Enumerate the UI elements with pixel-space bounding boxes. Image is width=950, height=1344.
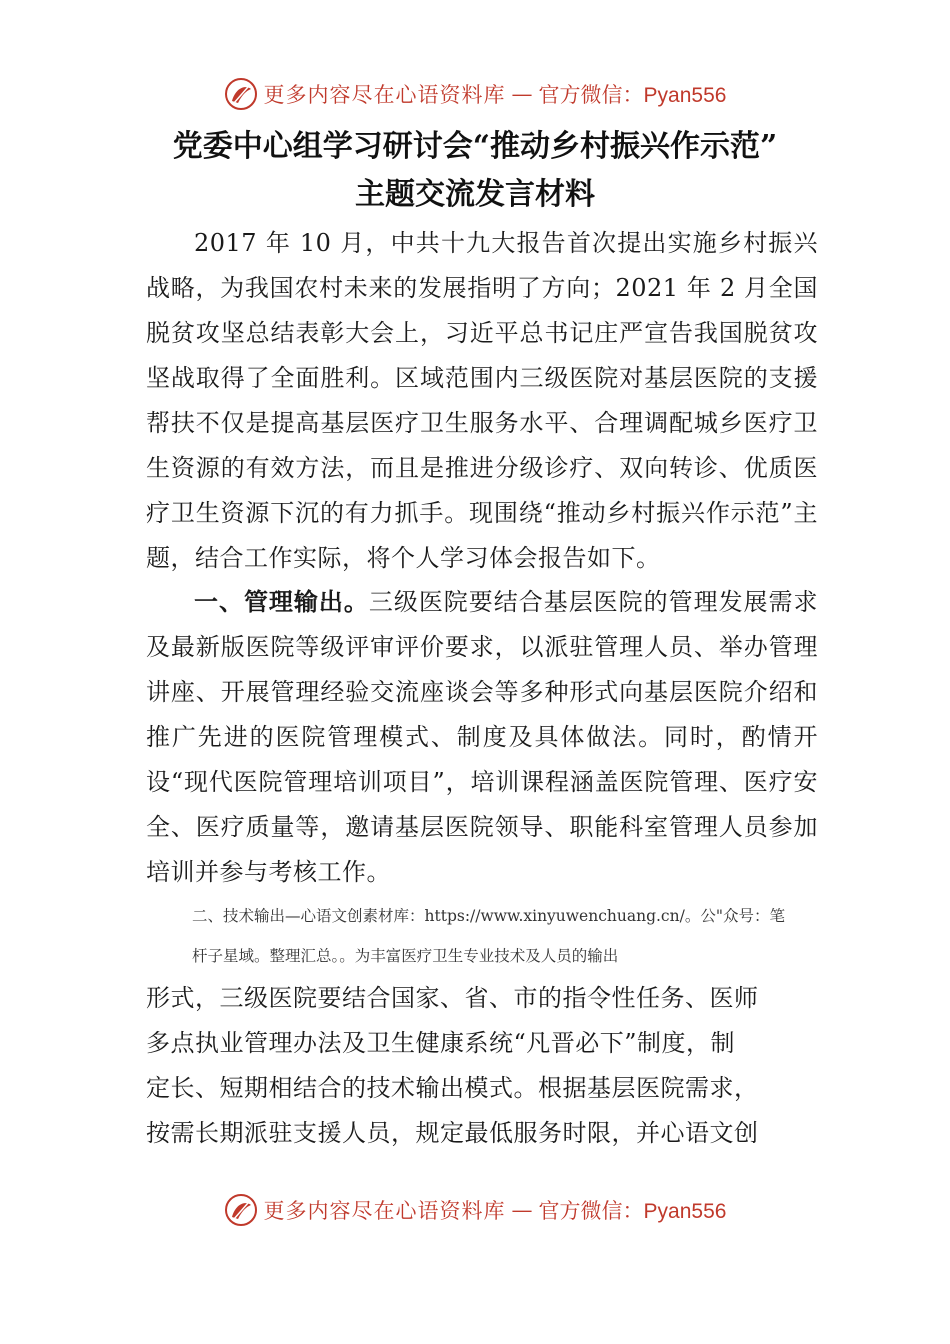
section2-line: 多点执业管理办法及卫生健康系统“凡晋必下”制度，制	[146, 1029, 736, 1057]
section1-paragraph	[146, 580, 818, 895]
brand-logo-icon	[224, 1193, 258, 1227]
banner-separator: —	[511, 1198, 533, 1222]
banner-text: 更多内容尽在心语资料库	[263, 1199, 506, 1223]
section2-line: 定长、短期相结合的技术输出模式。根据基层医院需求，	[146, 1074, 759, 1102]
banner-wechat: 官方微信：Pyan556	[538, 1200, 727, 1223]
note-line-1: 二、技术输出—心语文创素材库：https://www.xinyuwenchuang.cn/。公"众号：笔	[192, 907, 785, 925]
section1-heading: 一、管理输出。	[194, 588, 369, 616]
banner-separator: —	[511, 82, 533, 106]
banner-wechat: 官方微信：Pyan556	[538, 84, 727, 107]
section2-paragraph	[146, 976, 806, 1156]
header-banner	[0, 74, 950, 114]
footer-banner	[0, 1190, 950, 1230]
section2-line: 按需长期派驻支援人员，规定最低服务时限，并心语文创	[146, 1119, 759, 1147]
note-line-2: 杆子星域。整理汇总。。为丰富医疗卫生专业技术及人员的输出	[192, 947, 619, 965]
document-title-line1: 党委中心组学习研讨会“推动乡村振兴作示范”	[172, 129, 778, 164]
brand-logo-icon	[224, 77, 258, 111]
section1-text: 三级医院要结合基层医院的管理发展需求及最新版医院等级评审评价要求，以派驻管理人员、举办管理讲座、开展管理经验交流座谈会等多种形式向基层医院介绍和推广先进的医院管理模式、制度及具体做法。同时，酌情开设“现代医院管理培训项目”，培训课程涵盖医院管理、医疗安全、医疗质量等，邀请基层医院领导、职能科室管理人员参加培训并参与考核工作。	[146, 588, 819, 886]
section2-line: 形式，三级医院要结合国家、省、市的指令性任务、医师	[146, 984, 759, 1012]
intro-paragraph: 2017 年 10 月，中共十九大报告首次提出实施乡村振兴战略，为我国农村未来的发展指明了方向；2021 年 2 月全国脱贫攻坚总结表彰大会上，习近平总书记庄严宣告我国脱贫攻坚战取得了全面胜利。区域范围内三级医院对基层医院的支援帮扶不仅是提高基层医疗卫生服务水平、合理调配城乡医疗卫生资源的有效方法，而且是推进分级诊疗、双向转诊、优质医疗卫生资源下沉的有力抓手。现围绕“推动乡村振兴作示范”主题，结合工作实际，将个人学习体会报告如下。	[146, 229, 818, 572]
banner-text: 更多内容尽在心语资料库	[263, 83, 506, 107]
document-title-line2: 主题交流发言材料	[355, 177, 595, 212]
